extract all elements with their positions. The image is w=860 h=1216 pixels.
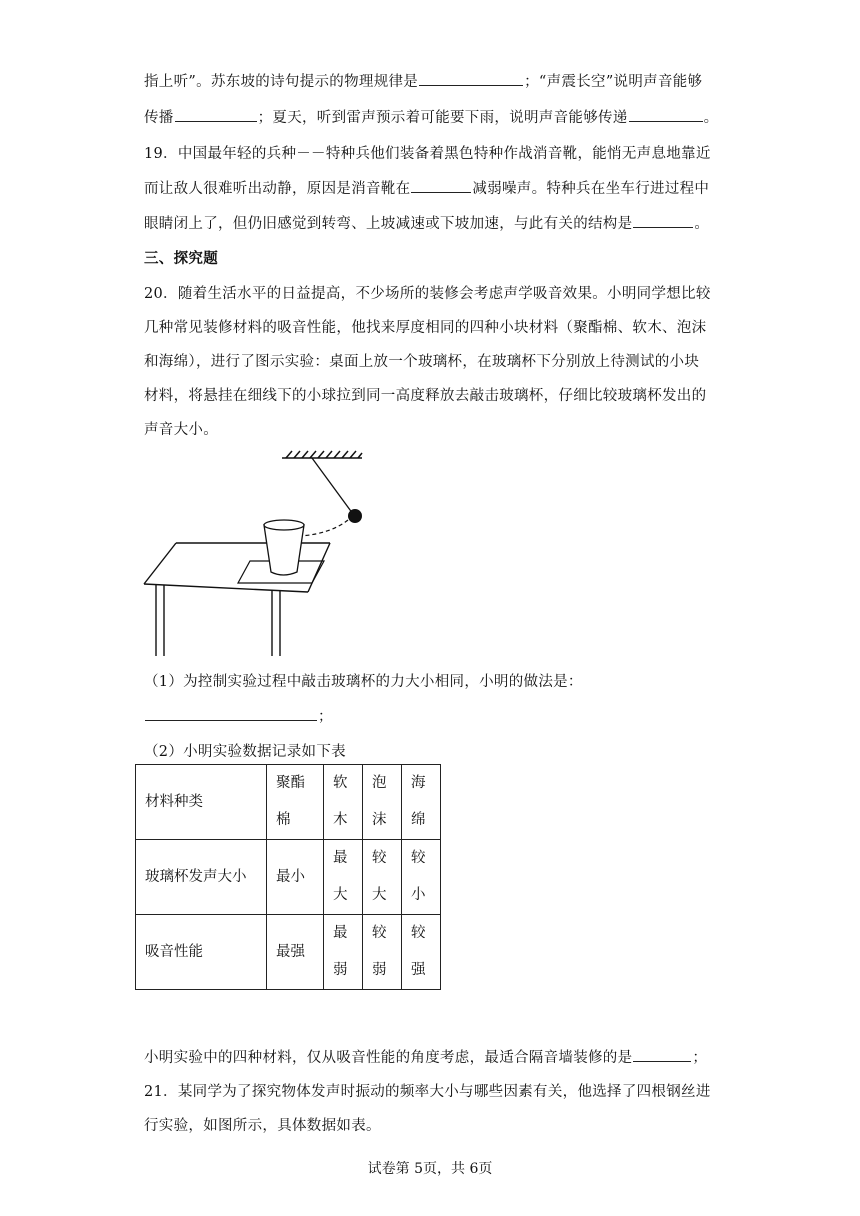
- page-footer: 试卷第 5页，共 6页: [367, 1161, 493, 1177]
- q20-conclusion: 小明实验中的四种材料，仅从吸音性能的角度考虑，最适合隔音墙装修的是 ；: [144, 1046, 707, 1067]
- answer-blank[interactable]: [145, 706, 317, 721]
- ceiling-hatch: [282, 451, 362, 458]
- table-cell: 软木: [324, 765, 363, 840]
- data-table: [135, 764, 441, 990]
- section-title: 三、探究题: [144, 250, 218, 267]
- q20-sub1: （1）为控制实验过程中敲击玻璃杯的力大小相同，小明的做法是：: [144, 674, 583, 690]
- table-cell: 最弱: [324, 915, 363, 990]
- table-row: [136, 840, 441, 915]
- answer-blank[interactable]: [629, 107, 703, 122]
- string: [312, 458, 353, 514]
- table-cell: 较强: [402, 915, 441, 990]
- q20-intro-line: 声音大小。: [144, 422, 218, 438]
- q20-sub1-answer: ；: [144, 705, 333, 726]
- q19-line2: 而让敌人很难听出动静，原因是消音靴在 减弱噪声。特种兵在坐车行进过程中: [144, 177, 709, 198]
- table-cell: 最小: [267, 840, 324, 915]
- q21-line2: 行实验，如图所示，具体数据如表。: [144, 1118, 381, 1134]
- table-cell: 较弱: [363, 915, 402, 990]
- table-cell: 材料种类: [136, 765, 267, 840]
- answer-blank[interactable]: [633, 1047, 691, 1062]
- glass-cup: [264, 520, 304, 575]
- table-cell: 较大: [363, 840, 402, 915]
- table-row: [136, 765, 441, 840]
- swing-path: [300, 520, 348, 536]
- q20-intro-line: 材料，将悬挂在细线下的小球拉到同一高度释放去敲击玻璃杯，仔细比较玻璃杯发出的: [144, 388, 707, 404]
- answer-blank[interactable]: [175, 107, 257, 122]
- answer-blank[interactable]: [419, 71, 523, 86]
- table-cell: 较小: [402, 840, 441, 915]
- answer-blank[interactable]: [411, 178, 471, 193]
- table-cell: 聚酯棉: [267, 765, 324, 840]
- q18-line2: 传播 ；夏天，听到雷声预示着可能要下雨，说明声音能够传递 。: [144, 106, 718, 127]
- table-cell: 最大: [324, 840, 363, 915]
- table-cell: 玻璃杯发声大小: [136, 840, 267, 915]
- q20-intro-line: 几种常见装修材料的吸音性能，他找来厚度相同的四种小块材料（聚酯棉、软木、泡沫: [144, 320, 707, 336]
- ball: [348, 509, 362, 523]
- q19-line3: 眼睛闭上了，但仍旧感觉到转弯、上坡减速或下坡加速，与此有关的结构是 。: [144, 212, 709, 233]
- experiment-figure: [140, 448, 370, 656]
- q18-line1: 指上听”。苏东坡的诗句提示的物理规律是 ；“声震长空”说明声音能够: [144, 70, 702, 91]
- answer-blank[interactable]: [633, 213, 693, 228]
- q20-sub2: （2）小明实验数据记录如下表: [144, 744, 346, 760]
- q21-line1: 21．某同学为了探究物体发声时振动的频率大小与哪些因素有关，他选择了四根钢丝进: [144, 1084, 711, 1100]
- q20-intro-line: 和海绵），进行了图示实验：桌面上放一个玻璃杯，在玻璃杯下分别放上待测试的小块: [144, 354, 700, 370]
- table-cell: 吸音性能: [136, 915, 267, 990]
- table-cell: 海绵: [402, 765, 441, 840]
- table-row: [136, 915, 441, 990]
- table-cell: 泡沫: [363, 765, 402, 840]
- table-cell: 最强: [267, 915, 324, 990]
- table: [144, 543, 330, 656]
- q20-intro-line: 20．随着生活水平的日益提高，不少场所的装修会考虑声学吸音效果。小明同学想比较: [144, 286, 711, 302]
- q19-line1: 19．中国最年轻的兵种－－特种兵他们装备着黑色特种作战消音靴，能悄无声息地靠近: [144, 146, 711, 162]
